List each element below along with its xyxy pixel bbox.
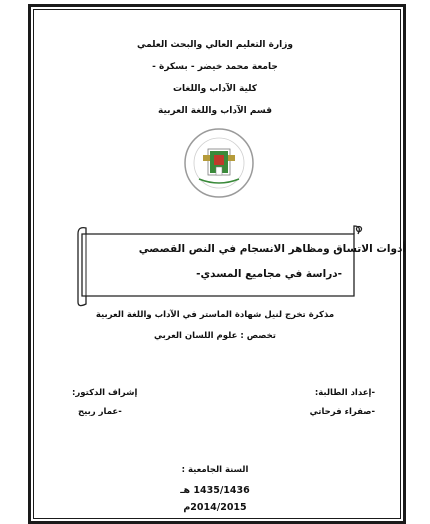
supervisor-label: إشراف الدكتور: bbox=[72, 388, 138, 398]
academic-year-label: السنة الجامعية : bbox=[181, 465, 249, 475]
ministry-name: وزارة التعليم العالي والبحث العلمي bbox=[136, 40, 294, 50]
student-label: -إعداد الطالبة: bbox=[314, 388, 375, 398]
academic-year-hijri: 1435/1436 هـ bbox=[180, 485, 250, 496]
thesis-title-line-2: -دراسة في مجاميع المسدي- bbox=[196, 268, 342, 280]
degree-statement: مذكرة تخرج لنيل شهادة الماستر في الآداب واللغة العربية bbox=[95, 310, 335, 320]
university-logo bbox=[183, 127, 255, 199]
student-name: -صفراء فرحاتي bbox=[309, 407, 375, 417]
supervisor-name: -عمار ربيح bbox=[78, 407, 122, 417]
specialization: تخصص : علوم اللسان العربي bbox=[153, 331, 276, 341]
department-name: قسم الآداب واللغة العربية bbox=[158, 106, 272, 116]
university-name: جامعة محمد خيضر - بسكرة - bbox=[152, 62, 278, 72]
thesis-title-line-1: أدوات الاتساق ومظاهر الانسجام في النص القصصي bbox=[138, 243, 406, 255]
title-scroll-frame bbox=[72, 222, 368, 308]
faculty-name: كلية الآداب واللغات bbox=[172, 84, 258, 94]
academic-year-gregorian: 2014/2015م bbox=[183, 502, 247, 513]
